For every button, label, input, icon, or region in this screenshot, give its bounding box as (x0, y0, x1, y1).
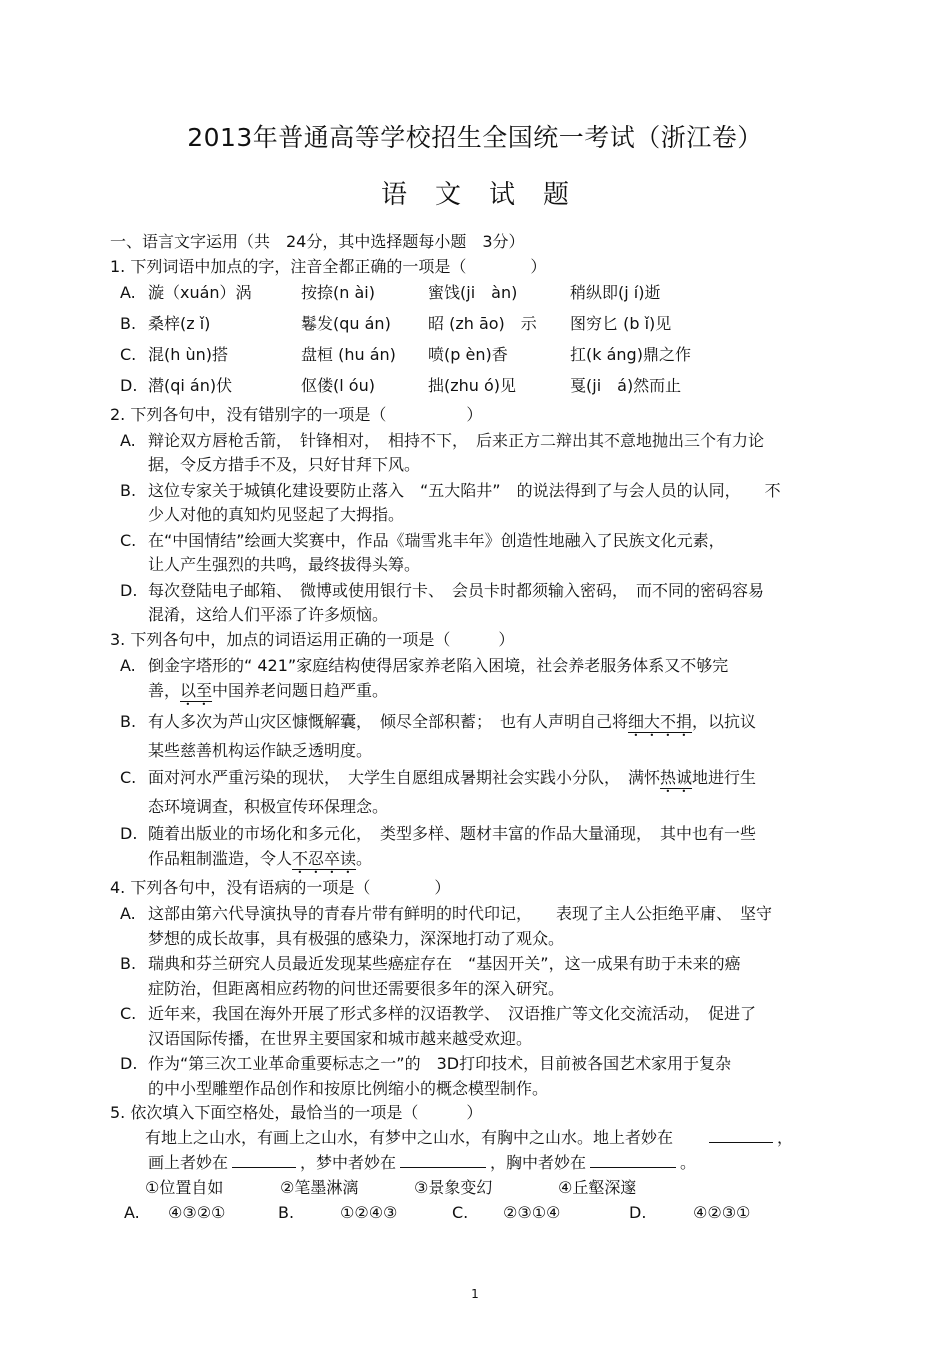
q5-passage-line (145, 1128, 793, 1148)
q3-option-label: C. (120, 768, 137, 787)
q3-option-text (148, 712, 756, 740)
q1-word: 稍纵即(j í)逝 (570, 283, 661, 302)
q3-option-text: 倒金字塔形的“ 421”家庭结构使得居家养老陷入困境，社会养老服务体系又不够完 (148, 656, 729, 675)
q2-option-text: 每次登陆电子邮箱、 微博或使用银行卡、 会员卡时都须输入密码， 而不同的密码容易 (148, 581, 765, 600)
q4-option-text: 作为“第三次工业革命重要标志之一”的 3D打印技术，目前被各国艺术家用于复杂 (148, 1054, 732, 1073)
q3-stem: 3. 下列各句中，加点的词语运用正确的一项是（ ） (110, 630, 515, 649)
q5-text: ，梦中者妙在 (300, 1153, 397, 1172)
fill-blank (232, 1153, 296, 1168)
q4-option-label: A. (120, 904, 136, 923)
q1-word: 盘桓 (hu án) (301, 345, 396, 364)
q1-stem: 1. 下列词语中加点的字，注音全都正确的一项是（ ） (110, 257, 547, 276)
q2-option-text: 辩论双方唇枪舌箭， 针锋相对， 相持不下， 后来正方二辩出其不意地抛出三个有力论 (148, 431, 765, 450)
section-heading: 一、语言文字运用（共 24分，其中选择题每小题 3分） (110, 232, 525, 251)
q4-stem: 4. 下列各句中，没有语病的一项是（ ） (110, 878, 451, 897)
q5-item: ④丘壑深邃 (558, 1178, 637, 1197)
page-number: 1 (471, 1287, 479, 1301)
q4-option-label: D. (120, 1054, 138, 1073)
q2-option-label: D. (120, 581, 138, 600)
q5-passage-line (148, 1153, 696, 1173)
q1-word: 昭 (zh āo) 示 (428, 314, 537, 333)
q4-option-text: 汉语国际传播，在世界主要国家和城市越来越受欢迎。 (148, 1029, 533, 1048)
q3-text: 善， (148, 681, 181, 700)
q5-item: ②笔墨淋漓 (280, 1178, 359, 1197)
q3-option-text: 态环境调查，积极宣传环保理念。 (148, 797, 389, 816)
fill-blank (400, 1153, 486, 1168)
q1-option-label: B. (120, 314, 137, 333)
q5-text: 。 (680, 1153, 697, 1172)
q3-option-text (148, 681, 388, 709)
q5-choice-value: ④③②① (168, 1203, 226, 1222)
fill-blank (590, 1153, 676, 1168)
q5-item: ①位置自如 (145, 1178, 224, 1197)
q5-choice-value: ④②③① (693, 1203, 751, 1222)
q2-stem: 2. 下列各句中，没有错别字的一项是（ ） (110, 405, 483, 424)
q4-option-text: 这部由第六代导演执导的青春片带有鲜明的时代印记， 表现了主人公拒绝平庸、 坚守 (148, 904, 773, 923)
q5-choice-value: ①②④③ (340, 1203, 398, 1222)
q1-word: 潜(qi án)伏 (148, 376, 233, 395)
q4-option-text: 症防治，但距离相应药物的问世还需要很多年的深入研究。 (148, 979, 565, 998)
q4-option-label: B. (120, 954, 137, 973)
q5-stem: 5. 依次填入下面空格处，最恰当的一项是（ ） (110, 1103, 483, 1122)
q3-text: 中国养老问题日趋严重。 (212, 681, 389, 700)
q3-text: ，以抗议 (692, 712, 757, 731)
q5-item: ③景象变幻 (414, 1178, 493, 1197)
q2-option-text: 据，令反方措手不及，只好甘拜下风。 (148, 455, 421, 474)
q1-word: 漩（xuán）涡 (148, 283, 252, 302)
q3-option-label: D. (120, 824, 138, 843)
fill-blank (709, 1128, 773, 1143)
q5-choice-label: C. (452, 1203, 469, 1222)
q3-text: 作品粗制滥造，令人 (148, 849, 293, 868)
q2-option-label: B. (120, 481, 137, 500)
q1-option-label: D. (120, 376, 138, 395)
q3-option-label: B. (120, 712, 137, 731)
q5-text: 画上者妙在 (148, 1153, 229, 1172)
q2-option-label: C. (120, 531, 137, 550)
q5-choice-label: A. (124, 1203, 140, 1222)
q1-option-label: A. (120, 283, 136, 302)
exam-title: 2013年普通高等学校招生全国统一考试（浙江卷） (187, 123, 763, 152)
q3-text: 。 (356, 849, 373, 868)
q1-word: 图穷匕 (b ǐ)见 (570, 314, 672, 333)
q5-text: ，胸中者妙在 (490, 1153, 587, 1172)
q3-marked-word: 不忍卒读 (292, 849, 357, 868)
q2-option-text: 这位专家关于城镇化建设要防止落入 “五大陷井” 的说法得到了与会人员的认同， 不 (148, 481, 781, 500)
q3-text: 面对河水严重污染的现状， 大学生自愿组成暑期社会实践小分队， 满怀 (148, 768, 661, 787)
q4-option-text: 的中小型雕塑作品创作和按原比例缩小的概念模型制作。 (148, 1079, 549, 1098)
q5-text: ， (777, 1128, 794, 1147)
q4-option-text: 近年来，我国在海外开展了形式多样的汉语教学、 汉语推广等文化交流活动， 促进了 (148, 1004, 757, 1023)
q1-word: 伛偻(l óu) (301, 376, 375, 395)
q5-choice-label: B. (278, 1203, 295, 1222)
q3-text: 有人多次为芦山灾区慷慨解囊， 倾尽全部积蓄； 也有人声明自己将 (148, 712, 629, 731)
q1-word: 扛(k áng)鼎之作 (570, 345, 691, 364)
q1-word: 喷(p èn)香 (428, 345, 508, 364)
q3-marked-word: 细大不捐 (628, 712, 693, 731)
q3-option-text (148, 768, 756, 796)
q2-option-text: 少人对他的真知灼见竖起了大拇指。 (148, 505, 405, 524)
q5-choice-label: D. (629, 1203, 647, 1222)
q1-word: 混(h ùn)搭 (148, 345, 228, 364)
q5-text: 有地上之山水，有画上之山水，有梦中之山水，有胸中之山水。地上者妙在 (145, 1128, 674, 1147)
q2-option-label: A. (120, 431, 136, 450)
q1-option-label: C. (120, 345, 137, 364)
exam-subtitle: 语文试题 (380, 180, 597, 210)
q3-option-text (148, 849, 372, 877)
q1-word: 鬈发(qu án) (301, 314, 391, 333)
q2-option-text: 让人产生强烈的共鸣，最终拔得头筹。 (148, 555, 421, 574)
q1-word: 拙(zhu ó)见 (428, 376, 517, 395)
q2-option-text: 在“中国情结”绘画大奖赛中，作品《瑞雪兆丰年》创造性地融入了民族文化元素， (148, 531, 725, 550)
q4-option-text: 梦想的成长故事，具有极强的感染力，深深地打动了观众。 (148, 929, 565, 948)
q3-marked-word: 以至 (180, 681, 213, 700)
q1-word: 蜜饯(ji àn) (428, 283, 518, 302)
q3-option-text: 某些慈善机构运作缺乏透明度。 (148, 741, 373, 760)
q4-option-label: C. (120, 1004, 137, 1023)
q1-word: 按捺(n ài) (301, 283, 375, 302)
q2-option-text: 混淆，这给人们平添了许多烦恼。 (148, 605, 389, 624)
q5-choice-value: ②③①④ (503, 1203, 561, 1222)
q3-text: 地进行生 (692, 768, 757, 787)
q3-option-text: 随着出版业的市场化和多元化， 类型多样、题材丰富的作品大量涌现， 其中也有一些 (148, 824, 757, 843)
q1-word: 戛(ji á)然而止 (570, 376, 682, 395)
q1-word: 桑梓(z ǐ) (148, 314, 211, 333)
q3-marked-word: 热诚 (660, 768, 693, 787)
q4-option-text: 瑞典和芬兰研究人员最近发现某些癌症存在 “基因开关”，这一成果有助于未来的癌 (148, 954, 741, 973)
q3-option-label: A. (120, 656, 136, 675)
